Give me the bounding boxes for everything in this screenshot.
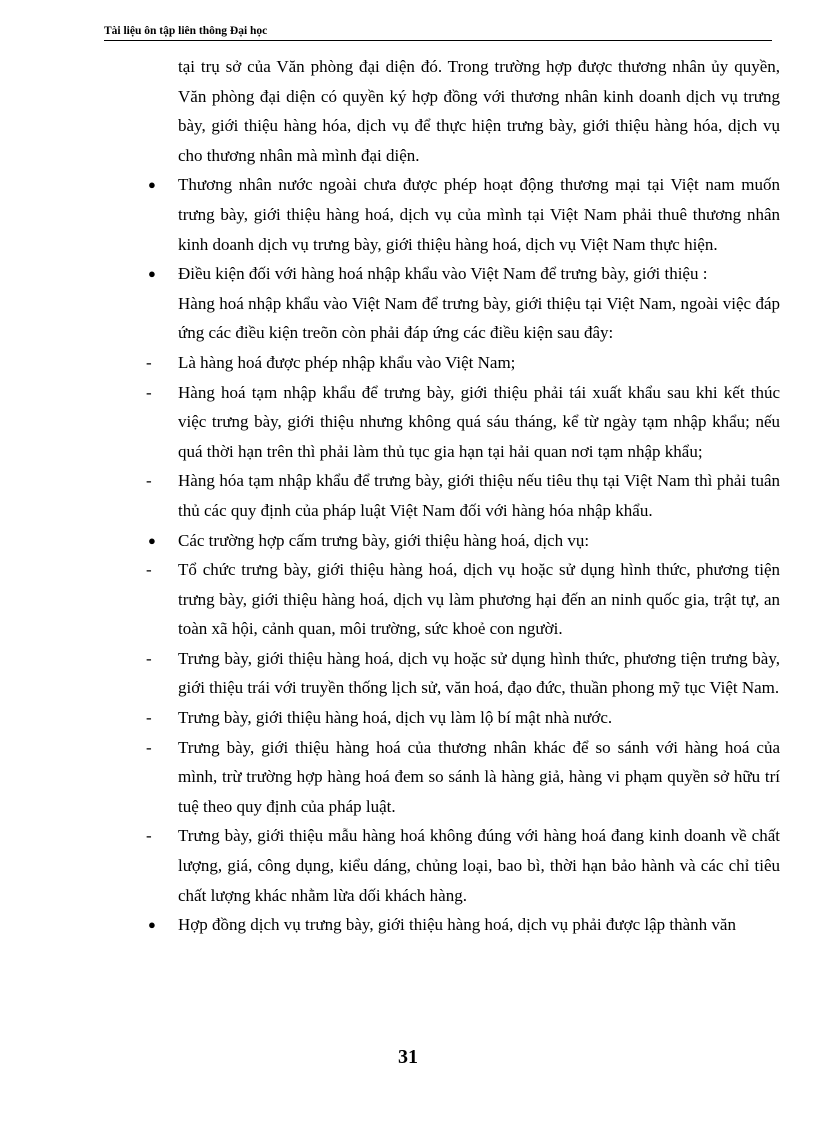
paragraph: tại trụ sở của Văn phòng đại diện đó. Trong trường hợp được thương nhân ủy quyền, Văn phòng đại diện có quyền ký hợp đồng với thương nhân kinh doanh dịch vụ trưng bày, giới thiệu hàng hóa, dịch vụ để thực hiện trưng bày, giới thiệu hàng hóa, dịch vụ cho thương nhân mà mình đại diện.: [178, 57, 780, 165]
dash-item: - Hàng hoá tạm nhập khẩu để trưng bày, giới thiệu phải tái xuất khẩu sau khi kết thúc việc trưng bày, giới thiệu nhưng không quá sáu tháng, kể từ ngày tạm nhập khẩu; nếu quá thời hạn trên thì phải làm thủ tục gia hạn tại hải quan nơi tạm nhập khẩu;: [140, 378, 780, 467]
document-body: [140, 52, 780, 940]
bullet-item: ● Hợp đồng dịch vụ trưng bày, giới thiệu hàng hoá, dịch vụ phải được lập thành văn: [140, 910, 780, 940]
running-header: Tài liệu ôn tập liên thông Đại học: [104, 24, 772, 41]
bullet-icon: ●: [148, 266, 156, 282]
dash-icon: -: [146, 648, 152, 668]
dash-icon: -: [146, 708, 152, 728]
paragraph: Hàng hoá nhập khẩu vào Việt Nam để trưng bày, giới thiệu tại Việt Nam, ngoài việc đáp ứng các điều kiện treõn còn phải đáp ứng các điều kiện sau đây:: [178, 293, 780, 343]
dash-icon: -: [146, 352, 152, 372]
dash-item: - Là hàng hoá được phép nhập khẩu vào Việt Nam;: [140, 348, 780, 378]
dash-item: - Tổ chức trưng bày, giới thiệu hàng hoá, dịch vụ hoặc sử dụng hình thức, phương tiện trưng bày, giới thiệu hàng hoá, dịch vụ làm phương hại đến an ninh quốc gia, trật tự, an toàn xã hội, cảnh quan, môi trường, sức khoẻ con người.: [140, 555, 780, 644]
bullet-item: ● Các trường hợp cấm trưng bày, giới thiệu hàng hoá, dịch vụ:: [140, 526, 780, 556]
dash-icon: -: [146, 471, 152, 491]
dash-icon: -: [146, 382, 152, 402]
dash-icon: -: [146, 826, 152, 846]
page-number: 31: [398, 1046, 418, 1068]
dash-item: - Trưng bày, giới thiệu hàng hoá, dịch vụ hoặc sử dụng hình thức, phương tiện trưng bày, giới thiệu trái với truyền thống lịch sử, văn hoá, đạo đức, thuần phong mỹ tục Việt Nam.: [140, 644, 780, 703]
dash-item: - Trưng bày, giới thiệu hàng hoá, dịch vụ làm lộ bí mật nhà nước.: [140, 703, 780, 733]
dash-icon: -: [146, 560, 152, 580]
bullet-icon: ●: [148, 177, 156, 193]
dash-item: - Hàng hóa tạm nhập khẩu để trưng bày, giới thiệu nếu tiêu thụ tại Việt Nam thì phải tuân thủ các quy định của pháp luật Việt Nam đối với hàng hóa nhập khẩu.: [140, 466, 780, 525]
dash-icon: -: [146, 737, 152, 757]
bullet-icon: ●: [148, 917, 156, 933]
dash-item: - Trưng bày, giới thiệu hàng hoá của thương nhân khác để so sánh với hàng hoá của mình, trừ trường hợp hàng hoá đem so sánh là hàng giả, hàng vi phạm quyền sở hữu trí tuệ theo quy định của pháp luật.: [140, 733, 780, 822]
bullet-item: ● Thương nhân nước ngoài chưa được phép hoạt động thương mại tại Việt nam muốn trưng bày, giới thiệu hàng hoá, dịch vụ của mình tại Việt Nam phải thuê thương nhân kinh doanh dịch vụ trưng bày, giới thiệu hàng hoá, dịch vụ Việt Nam thực hiện.: [140, 170, 780, 259]
bullet-icon: ●: [148, 532, 156, 548]
dash-item: - Trưng bày, giới thiệu mẫu hàng hoá không đúng với hàng hoá đang kinh doanh về chất lượng, giá, công dụng, kiểu dáng, chủng loại, bao bì, thời hạn bảo hành và các chỉ tiêu chất lượng khác nhằm lừa dối khách hàng.: [140, 821, 780, 910]
bullet-item: ● Điều kiện đối với hàng hoá nhập khẩu vào Việt Nam để trưng bày, giới thiệu :: [140, 259, 780, 289]
